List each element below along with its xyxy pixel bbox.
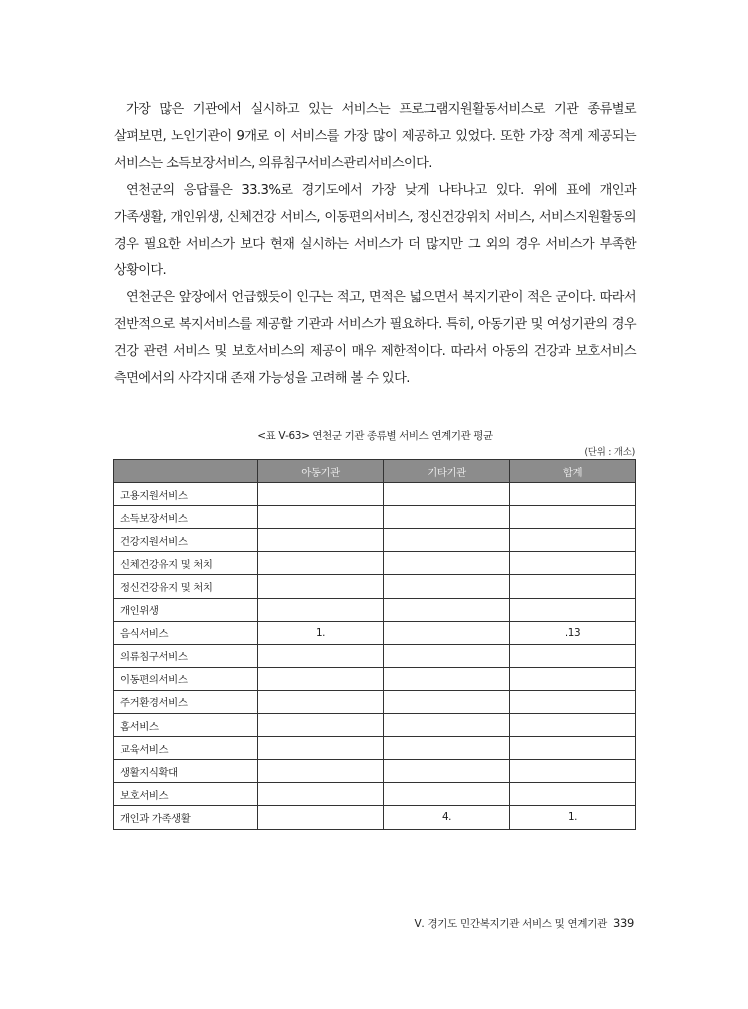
table-cell <box>258 644 384 667</box>
row-label: 음식서비스 <box>114 621 258 644</box>
table-cell <box>258 714 384 737</box>
table-cell <box>510 714 636 737</box>
table-row <box>114 714 636 737</box>
table-cell <box>510 483 636 506</box>
table-row <box>114 598 636 621</box>
table-row <box>114 737 636 760</box>
row-label: 신체건강유지 및 처치 <box>114 552 258 575</box>
table-row <box>114 552 636 575</box>
table-row <box>114 529 636 552</box>
table-cell <box>510 667 636 690</box>
table-cell <box>510 760 636 783</box>
table-cell <box>384 690 510 713</box>
table-cell <box>258 737 384 760</box>
table-cell <box>384 783 510 806</box>
table-row <box>114 806 636 829</box>
table-cell: 1. <box>258 621 384 644</box>
page-footer <box>414 916 634 931</box>
table-row <box>114 483 636 506</box>
table-row <box>114 667 636 690</box>
row-label: 고용지원서비스 <box>114 483 258 506</box>
paragraph-1: 가장 많은 기관에서 실시하고 있는 서비스는 프로그램지원활동서비스로 기관 종류별로 살펴보면, 노인기관이 9개로 이 서비스를 가장 많이 제공하고 있었다. 또한 가장 적게 제공되는 서비스는 소득보장서비스, 의류침구서비스관리서비스이다. <box>114 102 636 171</box>
table-cell: 1. <box>510 806 636 829</box>
table-cell <box>510 575 636 598</box>
row-label: 생활지식확대 <box>114 760 258 783</box>
header-cell-child: 아동기관 <box>258 460 384 483</box>
table-cell: 4. <box>384 806 510 829</box>
table-cell <box>384 714 510 737</box>
row-label: 정신건강유지 및 처치 <box>114 575 258 598</box>
row-label: 건강지원서비스 <box>114 529 258 552</box>
row-label: 개인과 가족생활 <box>114 806 258 829</box>
table-cell <box>384 737 510 760</box>
table-cell <box>258 575 384 598</box>
table-cell <box>384 760 510 783</box>
table-cell: .13 <box>510 621 636 644</box>
table-caption: <표 Ⅴ-63> 연천군 기관 종류별 서비스 연계기관 평균 <box>257 430 493 442</box>
row-label: 의류침구서비스 <box>114 644 258 667</box>
table-cell <box>258 760 384 783</box>
table-row <box>114 644 636 667</box>
table-cell <box>384 483 510 506</box>
service-table <box>113 459 636 830</box>
table-cell <box>510 690 636 713</box>
row-label: 소득보장서비스 <box>114 506 258 529</box>
table-cell <box>384 667 510 690</box>
table-cell <box>510 737 636 760</box>
table-header-row <box>114 460 636 483</box>
table-cell <box>258 667 384 690</box>
table-cell <box>258 506 384 529</box>
table-cell <box>510 506 636 529</box>
row-label: 보호서비스 <box>114 783 258 806</box>
paragraph-2: 연천군의 응답률은 33.3%로 경기도에서 가장 낮게 나타나고 있다. 위에 표에 개인과 가족생활, 개인위생, 신체건강 서비스, 이동편의서비스, 정신건강위치 서비스, 서비스지원활동의 경우 필요한 서비스가 보다 현재 실시하는 서비스가 더 많지만 그 외의 경우 서비스가 부족한 상황이다. <box>114 182 636 279</box>
table-cell <box>258 690 384 713</box>
table-cell <box>258 598 384 621</box>
header-cell-other: 기타기관 <box>384 460 510 483</box>
table-cell <box>510 529 636 552</box>
table-cell <box>384 506 510 529</box>
row-label: 주거환경서비스 <box>114 690 258 713</box>
table-row <box>114 575 636 598</box>
table-cell <box>384 529 510 552</box>
table-cell <box>258 783 384 806</box>
table-cell <box>384 644 510 667</box>
table-row <box>114 760 636 783</box>
row-label: 개인위생 <box>114 598 258 621</box>
table-cell <box>384 552 510 575</box>
row-label: 홈서비스 <box>114 714 258 737</box>
paragraph-3: 연천군은 앞장에서 언급했듯이 인구는 적고, 면적은 넓으면서 복지기관이 적은 군이다. 따라서 전반적으로 복지서비스를 제공할 기관과 서비스가 필요하다. 특히, 아동기관 및 여성기관의 경우 건강 관련 서비스 및 보호서비스의 제공이 매우 제한적이다. 따라서 아동의 건강과 보호서비스 측면에서의 사각지대 존재 가능성을 고려해 볼 수 있다. <box>114 290 636 387</box>
table-cell <box>384 598 510 621</box>
row-label: 이동편의서비스 <box>114 667 258 690</box>
header-cell-blank <box>114 460 258 483</box>
table-cell <box>258 806 384 829</box>
page-number: 339 <box>612 916 634 930</box>
table-cell <box>258 552 384 575</box>
table-row <box>114 506 636 529</box>
row-label: 교육서비스 <box>114 737 258 760</box>
table-body <box>114 483 636 829</box>
table-cell <box>384 621 510 644</box>
header-cell-total: 합계 <box>510 460 636 483</box>
table-unit: (단위 : 개소) <box>584 447 635 458</box>
footer-chapter: Ⅴ. 경기도 민간복지기관 서비스 및 연계기관 <box>414 918 607 930</box>
table-cell <box>258 529 384 552</box>
table-cell <box>258 483 384 506</box>
body-text <box>114 97 636 393</box>
table-cell <box>510 552 636 575</box>
table-row <box>114 621 636 644</box>
table-cell <box>510 598 636 621</box>
table-cell <box>510 644 636 667</box>
table-row <box>114 690 636 713</box>
table-cell <box>510 783 636 806</box>
table-cell <box>384 575 510 598</box>
table-row <box>114 783 636 806</box>
